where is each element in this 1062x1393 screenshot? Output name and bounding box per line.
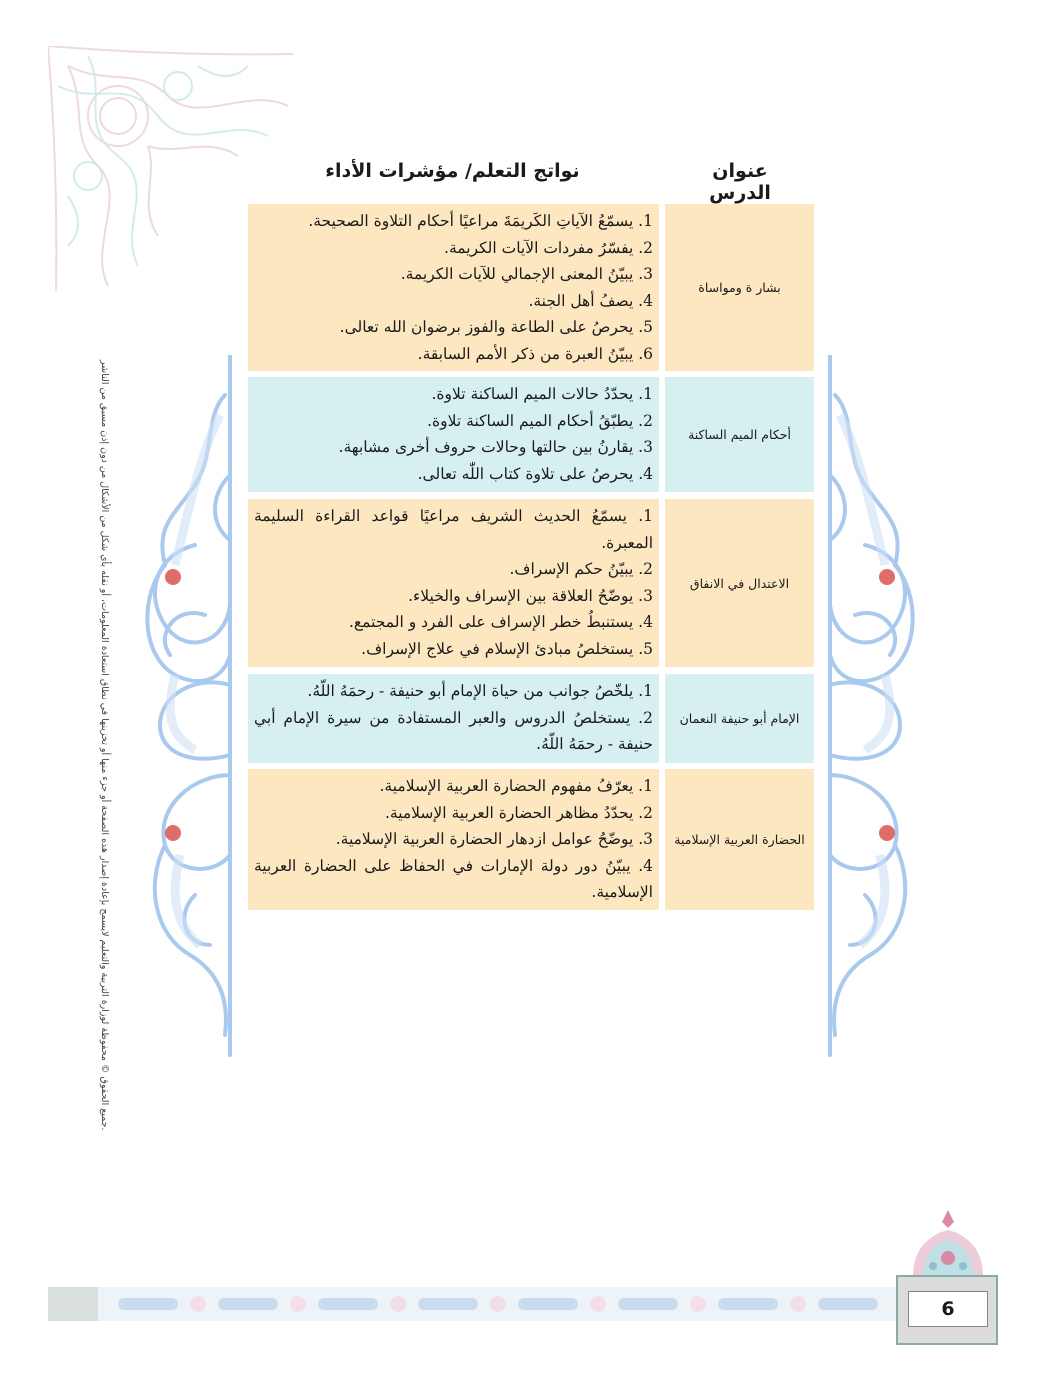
outcome-item: 4. يستنبطُ خطر الإسراف على الفرد و المجتمع. xyxy=(348,613,653,631)
outcome-item: 2. يبيّنُ حكم الإسراف. xyxy=(509,560,653,578)
copyright-text: جميع الحقوق © محفوظة لوزارة التربية والتعليم لايسمح بإعادة إصدار هذه الصفحة أو جزء منها أو تخزينها في نطاق استعادة المعلومات، أو نقله بأي شكل من الأشكال من دون إذن مسبق من الناشر. xyxy=(99,360,110,1131)
outcome-item: 2. يطبّقُ أحكام الميم الساكنة تلاوة. xyxy=(427,411,653,430)
lesson-title-cell: أحكام الميم الساكنة xyxy=(665,377,814,492)
outcome-item: 5. يحرصُ على الطاعة والفوز برضوان الله تعالى. xyxy=(339,318,653,336)
outcome-item: 2. يستخلصُ الدروس والعبر المستفادة من سيرة الإمام أبي حنيفة - رحمَهُ اللّهُ. xyxy=(254,708,653,753)
outcomes-cell xyxy=(248,377,659,492)
outcome-item: 4. يصفُ أهل الجنة. xyxy=(528,291,653,310)
page-number-ornament xyxy=(908,1210,988,1278)
lesson-row xyxy=(248,204,814,371)
page-number: 6 xyxy=(908,1291,988,1327)
right-side-ornament xyxy=(825,355,925,1065)
outcomes-cell xyxy=(248,204,659,371)
outcome-item: 2. يحدّدُ مظاهر الحضارة العربية الإسلامية. xyxy=(384,803,653,822)
lesson-title-cell: الحضارة العربية الإسلامية xyxy=(665,769,814,910)
outcome-item: 1. يحدّدُ حالات الميم الساكنة تلاوة. xyxy=(431,385,653,403)
outcome-item: 3. يقارنُ بين حالتها وحالات حروف أخرى مشابهة. xyxy=(338,438,653,456)
outcome-item: 4. يبيّنُ دور دولة الإمارات في الحفاظ على الحضارة العربية الإسلامية. xyxy=(254,856,653,901)
lesson-title-cell: الإمام أبو حنيفة النعمان xyxy=(665,674,814,763)
header-lesson-title: عنوان الدرس xyxy=(709,160,771,204)
copyright-notice xyxy=(22,360,182,1131)
lesson-row xyxy=(248,769,814,910)
outcome-item: 2. يفسّرُ مفردات الآيات الكريمة. xyxy=(444,238,653,257)
outcome-item: 3. يوضّحُ العلاقة بين الإسراف والخيلاء. xyxy=(408,586,653,605)
lesson-title-cell: الاعتدال في الانفاق xyxy=(665,499,814,667)
lesson-title-cell: بشار ة ومواساة xyxy=(665,204,814,371)
page-number-box xyxy=(896,1275,998,1345)
outcomes-cell xyxy=(248,769,659,910)
outcome-item: 1. يعرّفُ مفهوم الحضارة العربية الإسلامية. xyxy=(379,777,653,795)
outcome-item: 4. يحرصُ على تلاوة كتاب اللّٰه تعالى. xyxy=(417,464,653,483)
lesson-row xyxy=(248,377,814,492)
outcome-item: 1. يسمّعُ الحديث الشريف مراعيًا قواعد القراءة السليمة المعبرة. xyxy=(254,507,653,552)
footer-ornament-band xyxy=(48,1287,896,1321)
outcomes-cell xyxy=(248,499,659,667)
outcome-item: 5. يستخلصُ مبادئ الإسلام في علاج الإسراف. xyxy=(361,639,653,658)
header-learning-outcomes: نواتج التعلم/ مؤشرات الأداء xyxy=(325,160,580,182)
outcomes-cell xyxy=(248,674,659,763)
outcome-item: 3. يوضّحُ عوامل ازدهار الحضارة العربية الإسلامية. xyxy=(335,830,653,848)
outcome-item: 1. يلخّصُ جوانب من حياة الإمام أبو حنيفة - رحمَهُ اللّهُ. xyxy=(307,682,653,700)
lesson-row xyxy=(248,674,814,763)
outcome-item: 1. يسمّعُ الآياتِ الكَريمَةَ مراعيًا أحكام التلاوة الصحيحة. xyxy=(308,212,653,230)
outcome-item: 3. يبيّنُ المعنى الإجمالي للآيات الكريمة. xyxy=(400,265,653,283)
lesson-row xyxy=(248,499,814,667)
outcome-item: 6. يبيّنُ العبرة من ذكر الأمم السابقة. xyxy=(417,344,653,363)
